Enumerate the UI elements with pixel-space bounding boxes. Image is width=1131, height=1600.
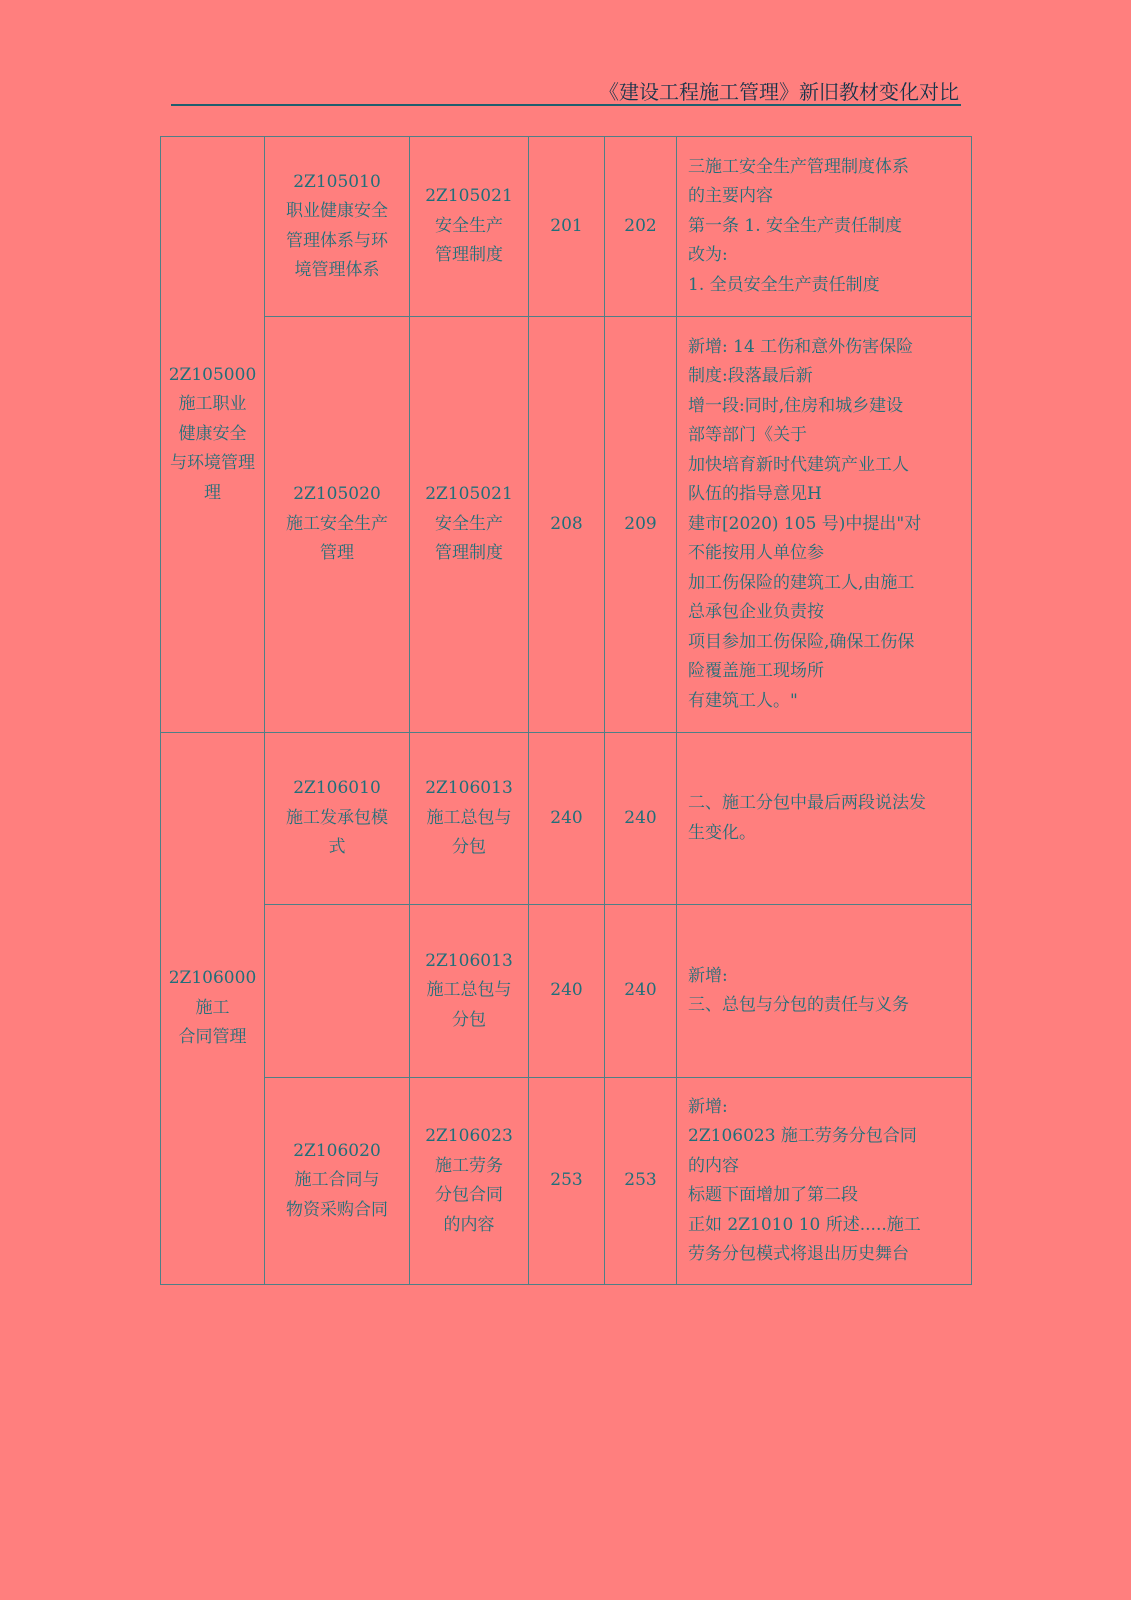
old-page-cell: 201 [529, 137, 605, 317]
new-page-cell: 209 [605, 317, 677, 733]
change-note-cell: 二、施工分包中最后两段说法发 生变化。 [677, 733, 972, 905]
new-page-cell: 202 [605, 137, 677, 317]
change-note-cell: 新增: 2Z106023 施工劳务分包合同 的内容 标题下面增加了第二段 正如 2Z1010 10 所述.....施工 劳务分包模式将退出历史舞台 [677, 1078, 972, 1285]
change-note-cell: 新增: 14 工伤和意外伤害保险 制度:段落最后新 增一段:同时,住房和城乡建设 部等部门《关于 加快培育新时代建筑产业工人 队伍的指导意见H 建市[2020) 105 号)中提出"对 不能按用人单位参 加工伤保险的建筑工人,由施工 总承包企业负责按 项目参加工伤保险,确保工伤保 险覆盖施工现场所 有建筑工人。" [677, 317, 972, 733]
comparison-table [160, 136, 972, 1285]
chapter-cell: 2Z105000 施工职业 健康安全 与环境管理 理 [161, 137, 265, 733]
item-cell: 2Z105021 安全生产 管理制度 [410, 137, 529, 317]
table-row [161, 733, 972, 905]
change-note-cell: 新增: 三、总包与分包的责任与义务 [677, 905, 972, 1078]
old-page-cell: 253 [529, 1078, 605, 1285]
section-cell [265, 905, 410, 1078]
section-cell: 2Z106020 施工合同与 物资采购合同 [265, 1078, 410, 1285]
page-header-title: 《建设工程施工管理》新旧教材变化对比 [599, 80, 959, 104]
new-page-cell: 240 [605, 905, 677, 1078]
item-cell: 2Z105021 安全生产 管理制度 [410, 317, 529, 733]
table-row [161, 317, 972, 733]
table-row [161, 905, 972, 1078]
section-cell: 2Z105020 施工安全生产 管理 [265, 317, 410, 733]
change-note-cell: 三施工安全生产管理制度体系 的主要内容 第一条 1. 安全生产责任制度 改为: 1. 全员安全生产责任制度 [677, 137, 972, 317]
table-row [161, 137, 972, 317]
new-page-cell: 240 [605, 733, 677, 905]
item-cell: 2Z106013 施工总包与 分包 [410, 733, 529, 905]
table-row [161, 1078, 972, 1285]
item-cell: 2Z106023 施工劳务 分包合同 的内容 [410, 1078, 529, 1285]
header-rule [171, 104, 961, 106]
chapter-cell: 2Z106000 施工 合同管理 [161, 733, 265, 1285]
old-page-cell: 208 [529, 317, 605, 733]
item-cell: 2Z106013 施工总包与 分包 [410, 905, 529, 1078]
old-page-cell: 240 [529, 905, 605, 1078]
old-page-cell: 240 [529, 733, 605, 905]
new-page-cell: 253 [605, 1078, 677, 1285]
section-cell: 2Z105010 职业健康安全 管理体系与环 境管理体系 [265, 137, 410, 317]
section-cell: 2Z106010 施工发承包模 式 [265, 733, 410, 905]
